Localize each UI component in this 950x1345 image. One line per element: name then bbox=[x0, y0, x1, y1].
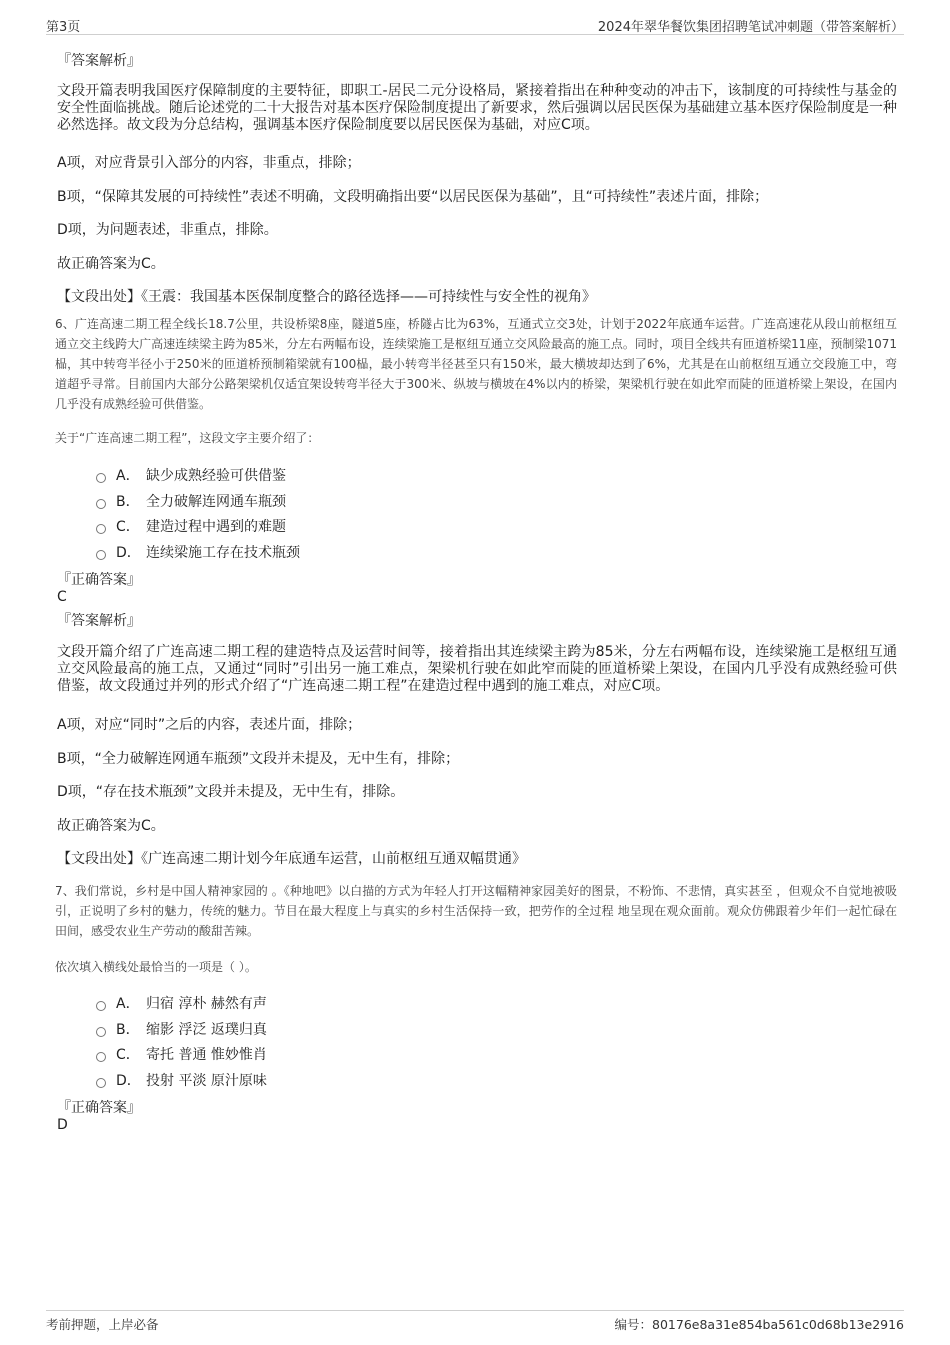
q7-answer: D bbox=[57, 1117, 68, 1133]
q6-option-d[interactable]: D． 连续梁施工存在技术瓶颈 bbox=[96, 542, 300, 562]
q7-stem: 7、我们常说，乡村是中国人精神家园的 。《种地吧》以白描的方式为年轻人打开这幅精神家园美好的图景，不粉饰、不悲情，真实甚至 ，但观众不自觉地被吸引，正说明了乡村的魅力，传统的魅力。节目在最大程度上与真实的乡村生活保持一致，把劳作的全过程 地呈现在观众面前。观众仿佛跟着少年们一起忙碌在田间，感受农业生产劳动的酸甜苦辣。 bbox=[55, 884, 897, 938]
q6-question: 关于“广连高速二期工程”，这段文字主要介绍了： bbox=[55, 431, 320, 445]
page-footer bbox=[46, 1310, 904, 1335]
q6-option-d-analysis: D项，“存在技术瓶颈”文段并未提及，无中生有，排除。 bbox=[57, 784, 405, 800]
q7-option-c[interactable]: C． 寄托 普通 惟妙惟肖 bbox=[96, 1044, 267, 1064]
q7-option-d[interactable]: D． 投射 平淡 原汁原味 bbox=[96, 1070, 267, 1090]
q6-analysis-text: 文段开篇介绍了广连高速二期工程的建造特点及运营时间等，接着指出其连续梁主跨为85米，分左右两幅布设，连续梁施工是枢纽互通立交风险最高的施工点，又通过“同时”引出另一施工难点，架梁机行驶在如此窄而陡的匝道桥梁上架设，在国内几乎没有成熟经验可供借鉴，故文段通过并列的形式介绍了“广连高速二期工程”在建造过程中遇到的施工难点，对应C项。 bbox=[57, 644, 897, 694]
q6-option-b[interactable]: B． 全力破解连网通车瓶颈 bbox=[96, 491, 286, 511]
radio-icon[interactable] bbox=[96, 1052, 106, 1062]
page-header bbox=[46, 14, 904, 35]
q5-option-b-analysis: B项，“保障其发展的可持续性”表述不明确，文段明确指出要“以居民医保为基础”，且“可持续性”表述片面，排除； bbox=[57, 189, 769, 205]
radio-icon[interactable] bbox=[96, 550, 106, 560]
q5-analysis-label: 『答案解析』 bbox=[57, 53, 141, 69]
q6-analysis-label: 『答案解析』 bbox=[57, 613, 141, 629]
q5-conclusion: 故正确答案为C。 bbox=[57, 256, 165, 272]
radio-icon[interactable] bbox=[96, 1027, 106, 1037]
radio-icon[interactable] bbox=[96, 499, 106, 509]
q6-answer-label: 『正确答案』 bbox=[57, 572, 141, 588]
page-number: 第3页 bbox=[46, 20, 81, 35]
q6-conclusion: 故正确答案为C。 bbox=[57, 818, 165, 834]
document-title: 2024年翠华餐饮集团招聘笔试冲刺题（带答案解析） bbox=[597, 20, 904, 35]
q6-option-b-analysis: B项，“全力破解连网通车瓶颈”文段并未提及，无中生有，排除； bbox=[57, 751, 460, 767]
radio-icon[interactable] bbox=[96, 1078, 106, 1088]
q6-source: 【文段出处】《广连高速二期计划今年底通车运营，山前枢纽互通双幅贯通》 bbox=[57, 851, 526, 867]
radio-icon[interactable] bbox=[96, 473, 106, 483]
q5-analysis-text: 文段开篇表明我国医疗保障制度的主要特征，即职工-居民二元分设格局，紧接着指出在种种变动的冲击下，该制度的可持续性与基金的安全性面临挑战。随后论述党的二十大报告对基本医疗保险制度提出了新要求，然后强调以居民医保为基础建立基本医疗保险制度是一种必然选择。故文段为分总结构，强调基本医疗保险制度要以居民医保为基础，对应C项。 bbox=[57, 83, 897, 133]
q6-option-c[interactable]: C． 建造过程中遇到的难题 bbox=[96, 516, 286, 536]
q7-option-b[interactable]: B． 缩影 浮泛 返璞归真 bbox=[96, 1019, 267, 1039]
q5-option-a-analysis: A项，对应背景引入部分的内容，非重点，排除； bbox=[57, 155, 361, 171]
footer-slogan: 考前押题，上岸必备 bbox=[46, 1317, 159, 1332]
q6-answer: C bbox=[57, 589, 67, 605]
q6-option-a-analysis: A项，对应“同时”之后的内容，表述片面，排除； bbox=[57, 717, 362, 733]
document-code: 编号：80176e8a31e854ba561c0d68b13e2916 bbox=[614, 1317, 904, 1332]
q5-option-d-analysis: D项，为问题表述，非重点，排除。 bbox=[57, 222, 278, 238]
q5-source: 【文段出处】《王震：我国基本医保制度整合的路径选择——可持续性与安全性的视角》 bbox=[57, 289, 596, 305]
q7-option-a[interactable]: A． 归宿 淳朴 赫然有声 bbox=[96, 993, 267, 1013]
q6-option-a[interactable]: A． 缺少成熟经验可供借鉴 bbox=[96, 465, 286, 485]
q7-question: 依次填入横线处最恰当的一项是（ ）。 bbox=[55, 960, 257, 974]
q7-answer-label: 『正确答案』 bbox=[57, 1100, 141, 1116]
radio-icon[interactable] bbox=[96, 1001, 106, 1011]
q6-stem: 6、广连高速二期工程全线长18.7公里，共设桥梁8座，隧道5座，桥隧占比为63%，互通式立交3处，计划于2022年底通车运营。广连高速花从段山前枢纽互通立交主线跨大广高速连续梁主跨为85米，分左右两幅布设，连续梁施工是枢纽互通立交风险最高的施工点。同时，项目全线共有匝道桥梁11座，预制梁1071榀，其中转弯半径小于250米的匝道桥预制箱梁就有100榀，最小转弯半径甚至只有150米，最大横坡却达到了6%，尤其是在山前枢纽互通立交段施工中，弯道超乎寻常。目前国内大部分公路架梁机仅适宜架设转弯半径大于300米、纵坡与横坡在4%以内的桥梁，架梁机行驶在如此窄而陡的匝道桥梁上架设，在国内几乎没有成熟经验可供借鉴。 bbox=[55, 317, 897, 411]
radio-icon[interactable] bbox=[96, 524, 106, 534]
